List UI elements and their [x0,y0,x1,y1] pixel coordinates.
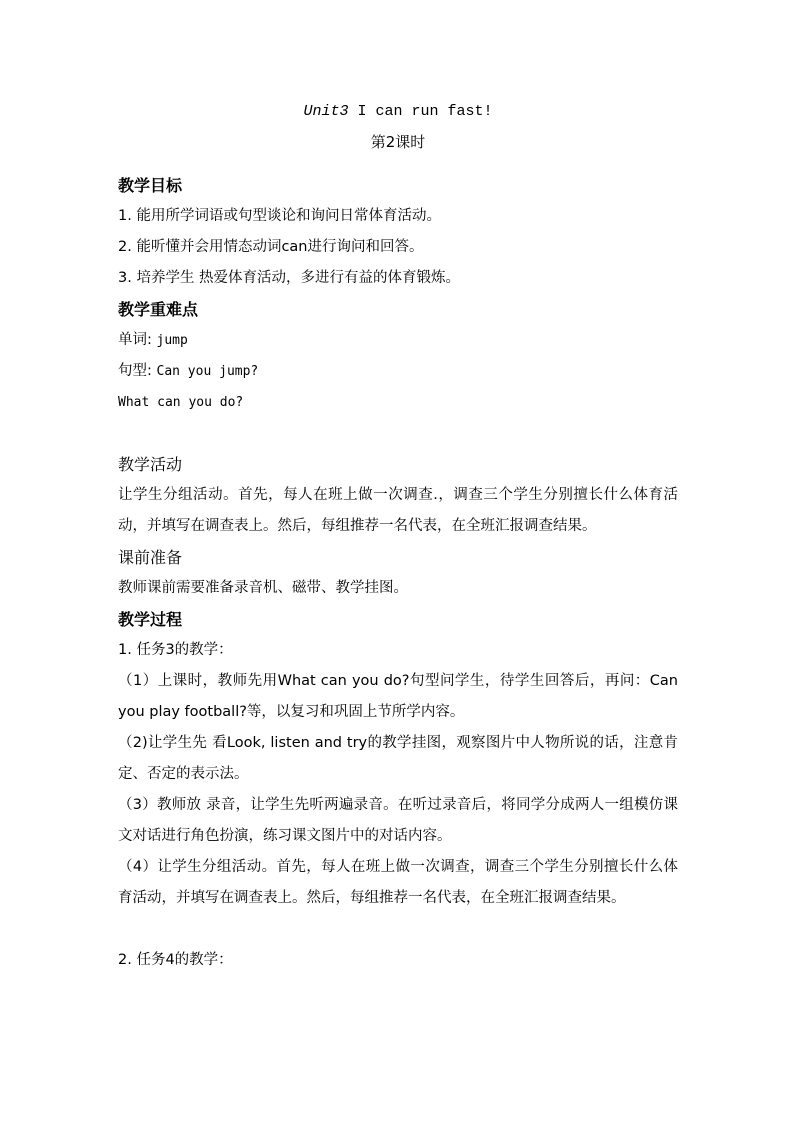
title-unit: Unit3 [303,103,349,120]
objective-item-3: 3. 培养学生 热爱体育活动，多进行有益的体育锻炼。 [118,270,461,286]
key-points-heading: 教学重难点 [118,300,199,319]
task4-title: 2. 任务4的教学： [118,952,233,968]
activity-text: 让学生分组活动。首先，每人在班上做一次调查.，调查三个学生分别擅长什么体育活动，并填写在调查表上。然后，每组推荐一名代表，在全班汇报调查结果。 [118,487,678,534]
lesson-plan-page [118,96,678,976]
activity-heading: 教学活动 [118,455,183,474]
process-heading: 教学过程 [118,610,183,629]
document-title [118,96,678,127]
key-word-line [118,325,678,356]
key-sentence-label: 句型: [118,363,152,379]
title-rest: I can run fast! [348,103,493,120]
key-word-value: jump [156,333,188,348]
objective-item-1: 1. 能用所学词语或句型谈论和询问日常体育活动。 [118,208,441,224]
key-sentence-value-2: What can you do? [118,395,244,410]
process-step-1: （1）上课时，教师先用What can you do?句型问学生，待学生回答后，再问：Can you play football?等，以复习和巩固上节所学内容。 [118,673,678,720]
key-sentence-value: Can you jump? [156,364,259,379]
preparation-text: 教师课前需要准备录音机、磁带、教学挂图。 [118,580,408,596]
process-step-3: （3）教师放 录音，让学生先听两遍录音。在听过录音后，将同学分成两人一组模仿课文对话进行角色扮演，练习课文图片中的对话内容。 [118,797,678,844]
objectives-heading: 教学目标 [118,176,183,195]
key-sentence-line [118,356,678,387]
task3-title: 1. 任务3的教学： [118,642,233,658]
process-step-4: （4）让学生分组活动。首先，每人在班上做一次调查，调查三个学生分别擅长什么体育活动，并填写在调查表上。然后，每组推荐一名代表，在全班汇报调查结果。 [118,859,678,906]
lesson-period: 第2课时 [370,133,426,151]
objective-item-2: 2. 能听懂并会用情态动词can进行询问和回答。 [118,239,424,255]
process-step-2: （2)让学生先 看Look, listen and try的教学挂图，观察图片中人物所说的话，注意肯定、否定的表示法。 [118,735,678,782]
key-word-label: 单词: [118,332,152,348]
preparation-heading: 课前准备 [118,548,183,567]
